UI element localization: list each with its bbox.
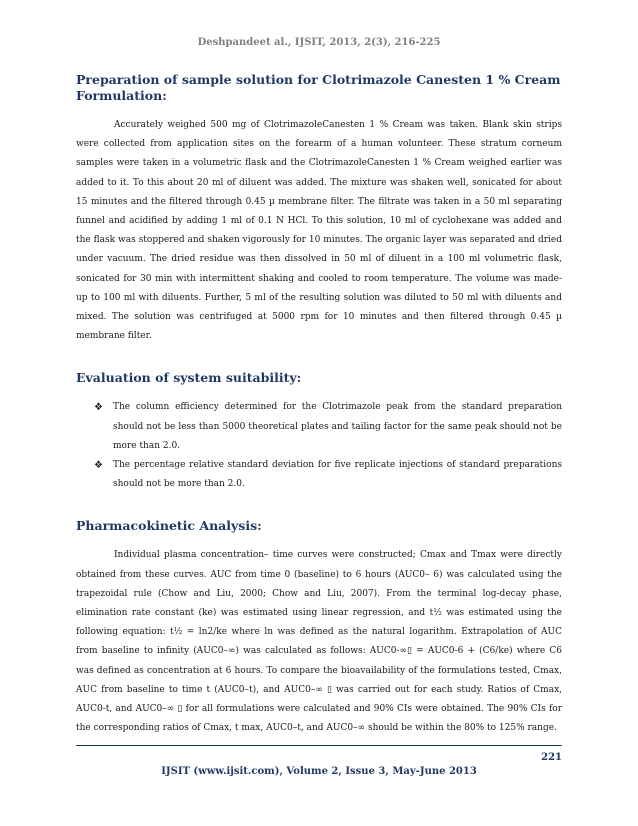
page-number: 221 (541, 752, 562, 763)
list-item (76, 456, 562, 494)
list-item-text: The column efficiency determined for the Clotrimazole peak from the standard preparation should not be less than 5000 theoretical plates and tailing factor for the same peak should not be more than 2.0. (113, 402, 562, 451)
diamond-bullet-icon: ❖ (94, 460, 103, 472)
footer-divider (76, 745, 562, 746)
running-head: Deshpandeet al., IJSIT, 2013, 2(3), 216-225 (197, 37, 441, 48)
list-item (76, 398, 562, 456)
section-heading-system-suitability: Evaluation of system suitability: (76, 370, 302, 386)
diamond-bullet-icon: ❖ (94, 402, 103, 414)
section-heading-pharmacokinetic-analysis: Pharmacokinetic Analysis: (76, 518, 262, 534)
footer-journal-line: IJSIT (www.ijsit.com), Volume 2, Issue 3, May-June 2013 (161, 766, 477, 777)
sample-preparation-paragraph: Accurately weighed 500 mg of ClotrimazoleCanesten 1 % Cream was taken. Blank skin strips were collected from application sites on the forearm of a human volunteer. These stratum corneum samples were taken in a volumetric flask and the ClotrimazoleCanesten 1 % Cream weighed earlier was added to it. To this about 20 ml of diluent was added. The mixture was shaken well, sonicated for about 15 minutes and the filtered through 0.45 µ membrane filter. The filtrate was taken in a 50 ml separating funnel and acidified by adding 1 ml of 0.1 N HCl. To this solution, 10 ml of cyclohexane was added and the flask was stoppered and shaken vigorously for 10 minutes. The organic layer was separated and dried under vacuum. The dried residue was then dissolved in 50 ml of diluent in a 100 ml volumetric flask, sonicated for 30 min with intermittent shaking and cooled to room temperature. The volume was made-up to 100 ml with diluents. Further, 5 ml of the resulting solution was diluted to 50 ml with diluents and mixed. The solution was centrifuged at 5000 rpm for 10 minutes and then filtered through 0.45 µ membrane filter. (76, 120, 562, 342)
page-content (76, 72, 562, 738)
section-heading-sample-preparation: Preparation of sample solution for Clotrimazole Canesten 1 % Cream Formulation: (76, 72, 561, 103)
list-item-text: The percentage relative standard deviation for five replicate injections of standard preparations should not be more than 2.0. (113, 460, 562, 490)
pharmacokinetic-paragraph: Individual plasma concentration– time curves were constructed; Cmax and Tmax were directly obtained from these curves. AUC from time 0 (baseline) to 6 hours (AUC0– 6) was calculated using the trapezoidal rule (Chow and Liu, 2000; Chow and Liu, 2007). From the terminal log-decay phase, elimination rate constant (ke) was estimated using linear regression, and t½ was estimated using the following equation: t½ = ln2/ke where ln was defined as the natural logarithm. Extrapolation of AUC from baseline to infinity (AUC0–∞) was calculated as follows: AUC0-∞▯ = AUC0-6 + (C6/ke) where C6 was defined as concentration at 6 hours. To compare the bioavailability of the formulations tested, Cmax, AUC from baseline to time t (AUC0–t), and AUC0–∞ ▯ was carried out for each study. Ratios of Cmax, AUC0-t, and AUC0–∞ ▯ for all formulations were calculated and 90% CIs were obtained. The 90% CIs for the corresponding ratios of Cmax, t max, AUC0–t, and AUC0–∞ should be within the 80% to 125% range. (76, 550, 562, 734)
suitability-list (76, 398, 562, 494)
